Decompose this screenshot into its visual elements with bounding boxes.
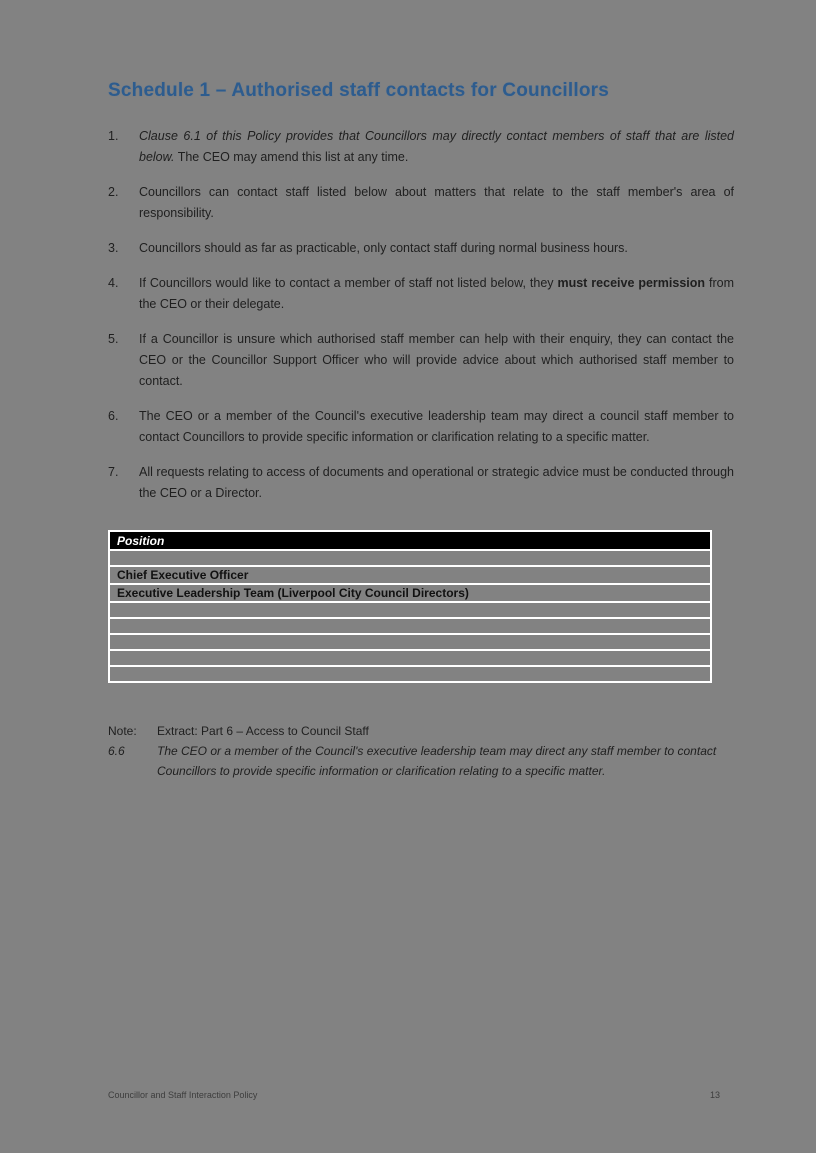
table-row	[109, 650, 711, 666]
note-heading: Extract: Part 6 – Access to Council Staff	[157, 724, 369, 738]
item4-pre: If Councillors would like to contact a member of staff not listed below, they	[139, 276, 558, 290]
list-number: 6.	[108, 409, 119, 423]
list-number: 2.	[108, 185, 119, 199]
footer-page-number: 13	[709, 1090, 720, 1100]
list-text: Councillors can contact staff listed below about matters that relate to the staff member's area of responsibility.	[139, 185, 734, 220]
footer-document-title: Councillor and Staff Interaction Policy	[108, 1090, 258, 1100]
note-block	[108, 721, 734, 781]
table-row	[109, 550, 711, 566]
list-text: All requests relating to access of documents and operational or strategic advice must be conducted through the CEO or a Director.	[139, 465, 734, 500]
list-text: If a Councillor is unsure which authorised staff member can help with their enquiry, they can contact the CEO or the Councillor Support Officer who will provide advice about which authorised staff member to contact.	[139, 332, 734, 388]
table-row	[109, 566, 711, 584]
item4-post: from the CEO or their delegate.	[139, 276, 734, 311]
page-footer	[108, 1090, 720, 1100]
list-item-6	[108, 406, 734, 448]
list-number: 4.	[108, 276, 119, 290]
table-row	[109, 634, 711, 650]
note-heading-row	[108, 721, 734, 741]
list-item-3	[108, 238, 734, 259]
note-extract-text: The CEO or a member of the Council's executive leadership team may direct any staff member to contact Councillors to provide specific information or clarification relating to a specific matter.	[157, 744, 717, 778]
list-text	[139, 273, 734, 315]
item4-bold-phrase: must receive permission	[557, 276, 706, 290]
table-row	[109, 602, 711, 618]
list-item-7	[108, 462, 734, 504]
note-extract-row	[108, 741, 734, 781]
table-header-row	[109, 531, 711, 550]
authorised-contacts-table	[108, 530, 712, 683]
list-text: Councillors should as far as practicable, only contact staff during normal business hours.	[139, 241, 628, 255]
table-cell-empty	[109, 602, 711, 618]
position-column-header: Position	[109, 531, 711, 550]
list-item-5	[108, 329, 734, 392]
table-cell-empty	[109, 666, 711, 682]
page-title: Schedule 1 – Authorised staff contacts for Councillors	[108, 80, 610, 101]
table-cell-empty	[109, 550, 711, 566]
note-label: Note:	[108, 724, 137, 738]
list-item-2	[108, 182, 734, 224]
list-number: 7.	[108, 465, 119, 479]
list-text	[139, 126, 734, 168]
table-cell-position: Executive Leadership Team (Liverpool City Council Directors)	[109, 584, 711, 602]
list-item-1	[108, 126, 734, 168]
note-clause-ref: 6.6	[108, 744, 125, 758]
table-cell-empty	[109, 650, 711, 666]
list-number: 3.	[108, 241, 119, 255]
page-content	[108, 80, 734, 781]
list-number: 5.	[108, 332, 119, 346]
list-item-4	[108, 273, 734, 315]
list-number: 1.	[108, 129, 119, 143]
table-row	[109, 666, 711, 682]
clause-reference-regular: The CEO may amend this list at any time.	[174, 150, 409, 164]
list-text: The CEO or a member of the Council's executive leadership team may direct a council staff member to contact Councillors to provide specific information or clarification relating to a specific matter.	[139, 409, 734, 444]
table-cell-empty	[109, 634, 711, 650]
clause-reference-italic: Clause 6.1 of this Policy provides that Councillors may directly contact members of staff that are listed below.	[139, 129, 734, 164]
table-row	[109, 618, 711, 634]
table-cell-empty	[109, 618, 711, 634]
table-cell-position: Chief Executive Officer	[109, 566, 711, 584]
table-row	[109, 584, 711, 602]
